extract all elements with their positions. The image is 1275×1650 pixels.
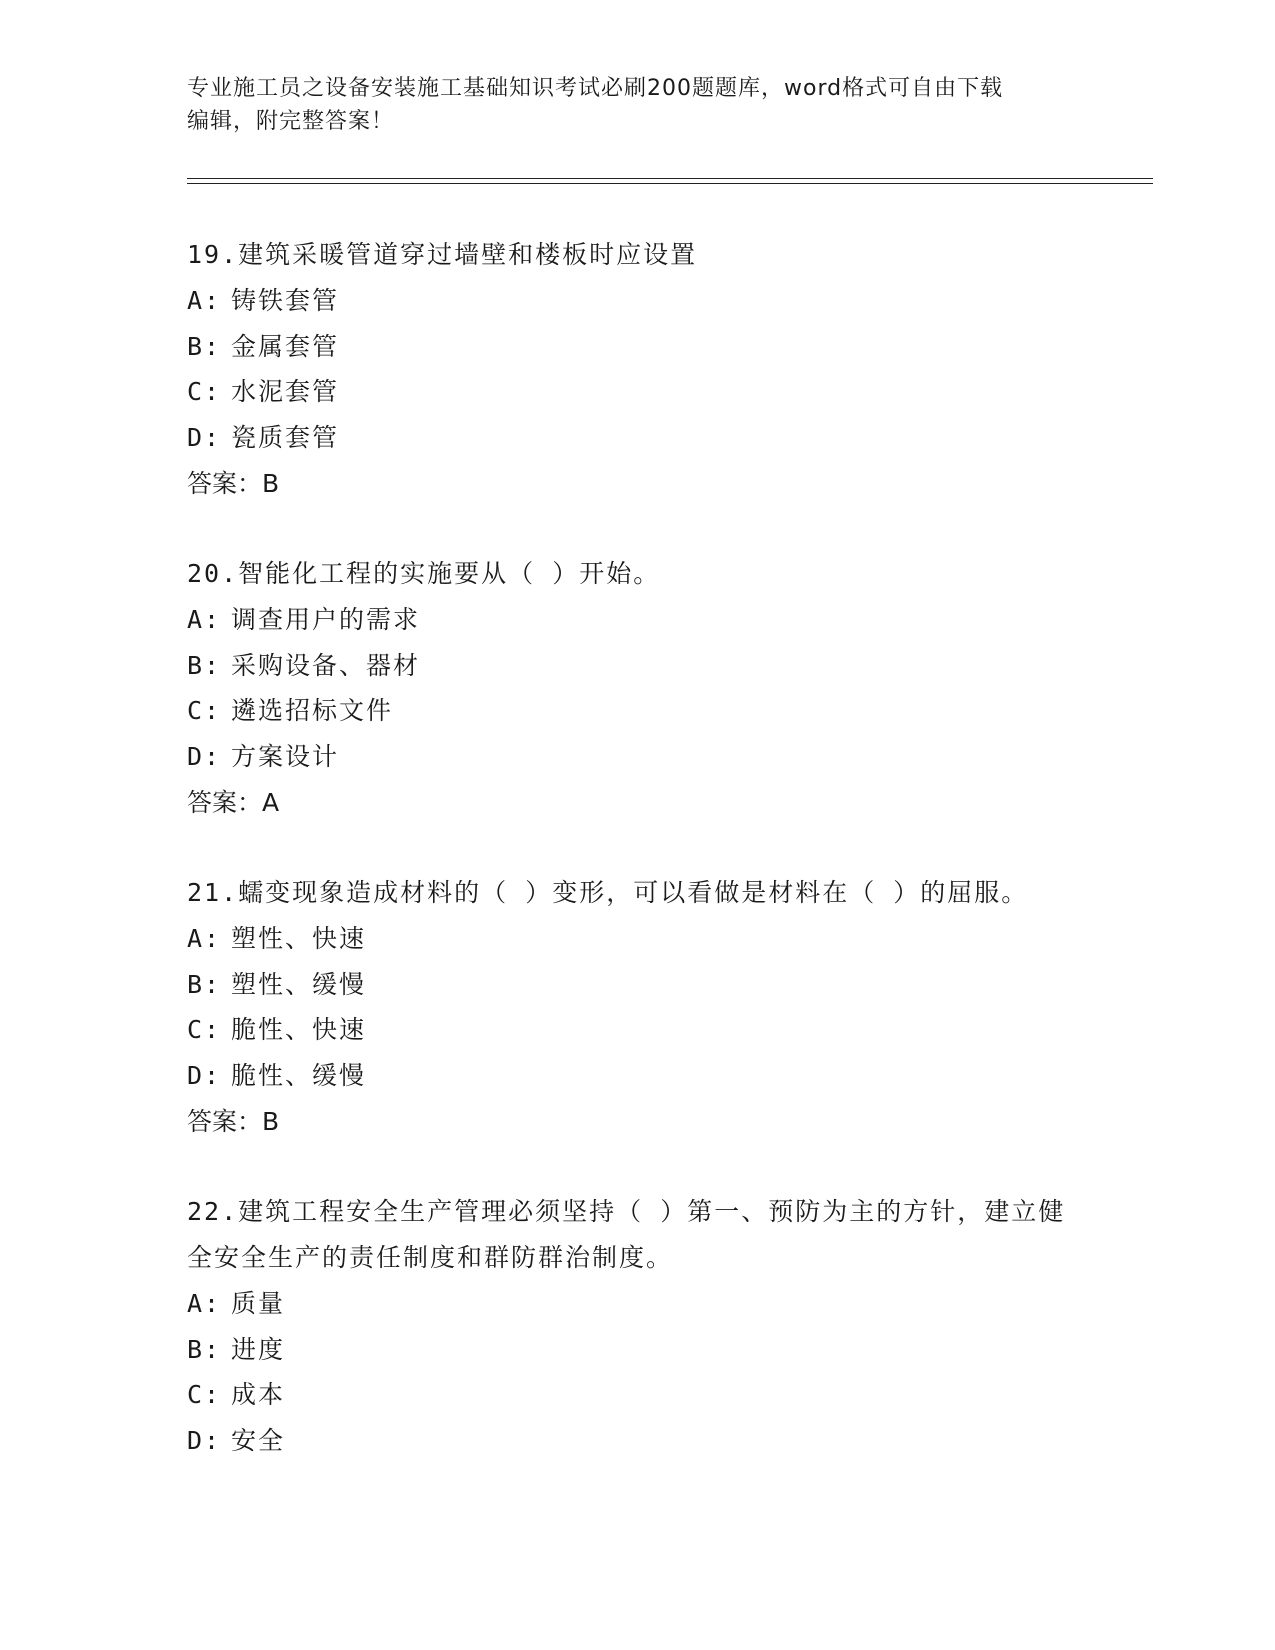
option-b: [187, 1327, 1087, 1373]
option-letter: C:: [187, 377, 222, 406]
option-text: 脆性、快速: [231, 1015, 367, 1044]
option-text: 质量: [231, 1289, 286, 1318]
answer-line: 答案：A: [187, 788, 280, 817]
header-line-1: 专业施工员之设备安装施工基础知识考试必刷200题题库，word格式可自由下载: [187, 76, 1004, 101]
question-stem: 19.建筑采暖管道穿过墙壁和楼板时应设置: [187, 240, 698, 269]
option-text: 采购设备、器材: [231, 650, 421, 680]
option-letter: C:: [187, 1015, 222, 1044]
answer-line: 答案：B: [187, 1107, 280, 1136]
question-stem: 20.智能化工程的实施要从（ ）开始。: [187, 559, 661, 588]
question-stem: 22.建筑工程安全生产管理必须坚持（ ）第一、预防为主的方针，建立健全安全生产的责任制度和群防群治制度。: [187, 1197, 1066, 1272]
option-text: 脆性、缓慢: [231, 1060, 367, 1090]
option-b: [187, 962, 1087, 1008]
question-20: [187, 551, 1087, 825]
option-letter: D:: [187, 1425, 222, 1455]
option-letter: B:: [187, 331, 222, 361]
option-letter: B:: [187, 650, 222, 680]
option-text: 安全: [231, 1425, 286, 1455]
option-c: [187, 369, 1087, 415]
option-d: [187, 1053, 1087, 1099]
option-letter: C:: [187, 1380, 222, 1409]
option-d: [187, 1418, 1087, 1464]
option-letter: A:: [187, 924, 222, 953]
option-letter: D:: [187, 422, 222, 452]
option-a: [187, 916, 1087, 962]
option-a: [187, 1281, 1087, 1327]
option-letter: D:: [187, 741, 222, 771]
option-letter: D:: [187, 1060, 222, 1090]
option-letter: B:: [187, 969, 222, 999]
question-22: [187, 1189, 1087, 1463]
option-text: 遴选招标文件: [231, 696, 394, 725]
header-line-2: 编辑，附完整答案！: [187, 109, 395, 134]
option-c: [187, 1372, 1087, 1418]
option-b: [187, 324, 1087, 370]
option-text: 水泥套管: [231, 377, 340, 406]
option-c: [187, 688, 1087, 734]
option-d: [187, 734, 1087, 780]
option-b: [187, 643, 1087, 689]
option-text: 塑性、快速: [231, 924, 367, 953]
option-letter: C:: [187, 696, 222, 725]
option-letter: B:: [187, 1334, 222, 1364]
option-letter: A:: [187, 286, 222, 315]
option-a: [187, 597, 1087, 643]
option-c: [187, 1007, 1087, 1053]
option-text: 金属套管: [231, 331, 340, 361]
question-19: [187, 232, 1087, 506]
option-text: 塑性、缓慢: [231, 969, 367, 999]
answer-line: 答案：B: [187, 469, 280, 498]
option-letter: A:: [187, 605, 222, 634]
option-d: [187, 415, 1087, 461]
document-header: [187, 72, 1067, 138]
question-stem: 21.蠕变现象造成材料的（ ）变形，可以看做是材料在（ ）的屈服。: [187, 878, 1029, 907]
question-21: [187, 870, 1087, 1144]
option-letter: A:: [187, 1289, 222, 1318]
option-text: 调查用户的需求: [231, 605, 421, 634]
header-divider-top: [187, 178, 1153, 179]
option-text: 进度: [231, 1334, 286, 1364]
option-text: 方案设计: [231, 741, 340, 771]
header-divider-bottom: [187, 183, 1153, 184]
option-text: 瓷质套管: [231, 422, 340, 452]
option-text: 铸铁套管: [231, 286, 340, 315]
option-a: [187, 278, 1087, 324]
option-text: 成本: [231, 1380, 286, 1409]
